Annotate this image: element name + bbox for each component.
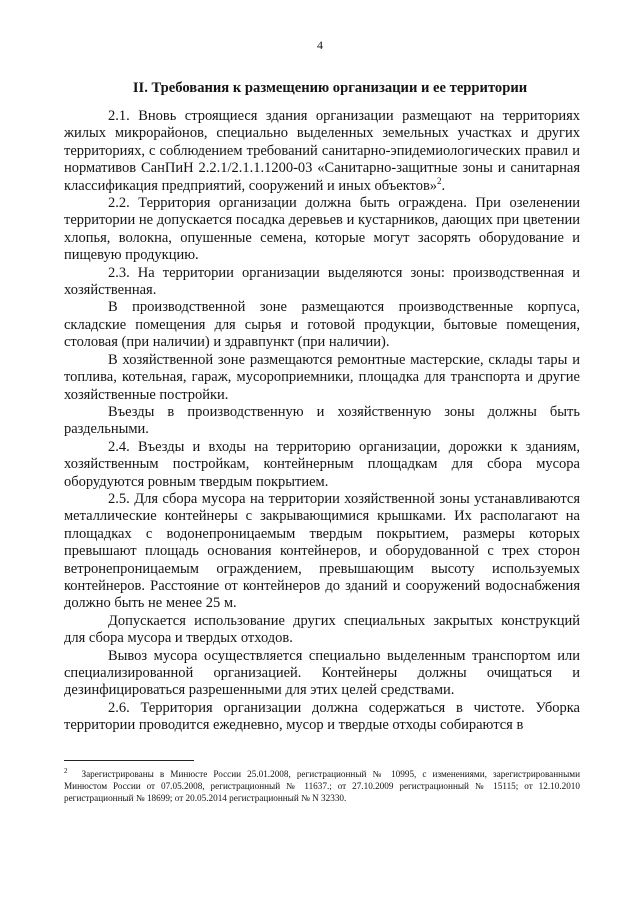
footnote-reference: 2 <box>437 175 442 186</box>
paragraph-waste-removal: Вывоз мусора осуществляется специально выделенным транспортом или специализированной организацией. Контейнеры должны очищаться и дезинфицироваться разрешенными для этих целей средствами. <box>64 647 580 699</box>
footnote <box>64 766 580 804</box>
paragraph-2-4: 2.4. Въезды и входы на территорию организации, дорожки к зданиям, хозяйственным постройкам, контейнерным площадкам для сбора мусора оборудуются ровным твердым покрытием. <box>64 438 580 490</box>
paragraph-economic-zone: В хозяйственной зоне размещаются ремонтные мастерские, склады тары и топлива, котельная, гараж, мусороприемники, площадка для транспорта и другие хозяйственные постройки. <box>64 351 580 403</box>
paragraph-2-2: 2.2. Территория организации должна быть ограждена. При озеленении территории не допускается посадка деревьев и кустарников, дающих при цветении хлопья, волокна, опушенные семена, которые могут засорять оборудование и пищевую продукцию. <box>64 195 580 264</box>
paragraph-entrances: Въезды в производственную и хозяйственную зоны должны быть раздельными. <box>64 403 580 438</box>
footnote-text: Зарегистрированы в Минюсте России 25.01.2008, регистрационный № 10995, с изменениями, зарегистрированными Минюстом России от 07.05.2008, регистрационный № 11637.; от 27.10.2009 регистрационный № 15115; от 12.10.2010 регистрационный № 18699; от 20.05.2014 регистрационный № N 32330. <box>64 769 580 803</box>
body-text <box>64 108 580 735</box>
paragraph-2-1: 2.1. Вновь строящиеся здания организации размещают на территориях жилых микрорайонов, специально выделенных земельных участках и других территориях, с соблюдением требований санитарно-эпидемиологических правил и нормативов СанПиН 2.2.1/2.1.1.1200-03 «Санитарно-защитные зоны и санитарная классификация предприятий, сооружений и иных объектов»$^2$. <box>64 108 580 194</box>
paragraph-2-6: 2.6. Территория организации должна содержаться в чистоте. Уборка территории проводится ежедневно, мусор и твердые отходы собираются в <box>64 699 580 734</box>
page-number: 4 <box>317 38 323 52</box>
paragraph-2-3: 2.3. На территории организации выделяются зоны: производственная и хозяйственная. <box>64 264 580 299</box>
paragraph-production-zone: В производственной зоне размещаются производственные корпуса, складские помещения для сырья и готовой продукции, бытовые помещения, столовая (при наличии) и здравпункт (при наличии). <box>64 299 580 351</box>
paragraph-2-5: 2.5. Для сбора мусора на территории хозяйственной зоны устанавливаются металлические контейнеры с закрывающимися крышками. Их располагают на площадках с водонепроницаемым твердым покрытием, размеры которых превышают площадь основания контейнеров, и оборудованной с трех сторон ветронепроницаемым ограждением, превышающим высоту используемых контейнеров. Расстояние от контейнеров до зданий и сооружений водоснабжения должно быть не менее 25 м. <box>64 490 580 612</box>
footnote-mark: 2 <box>64 767 68 775</box>
paragraph-other-containers: Допускается использование других специальных закрытых конструкций для сбора мусора и твердых отходов. <box>64 612 580 647</box>
section-heading: II. Требования к размещению организации и ее территории <box>132 80 528 96</box>
footnote-divider <box>64 760 194 761</box>
